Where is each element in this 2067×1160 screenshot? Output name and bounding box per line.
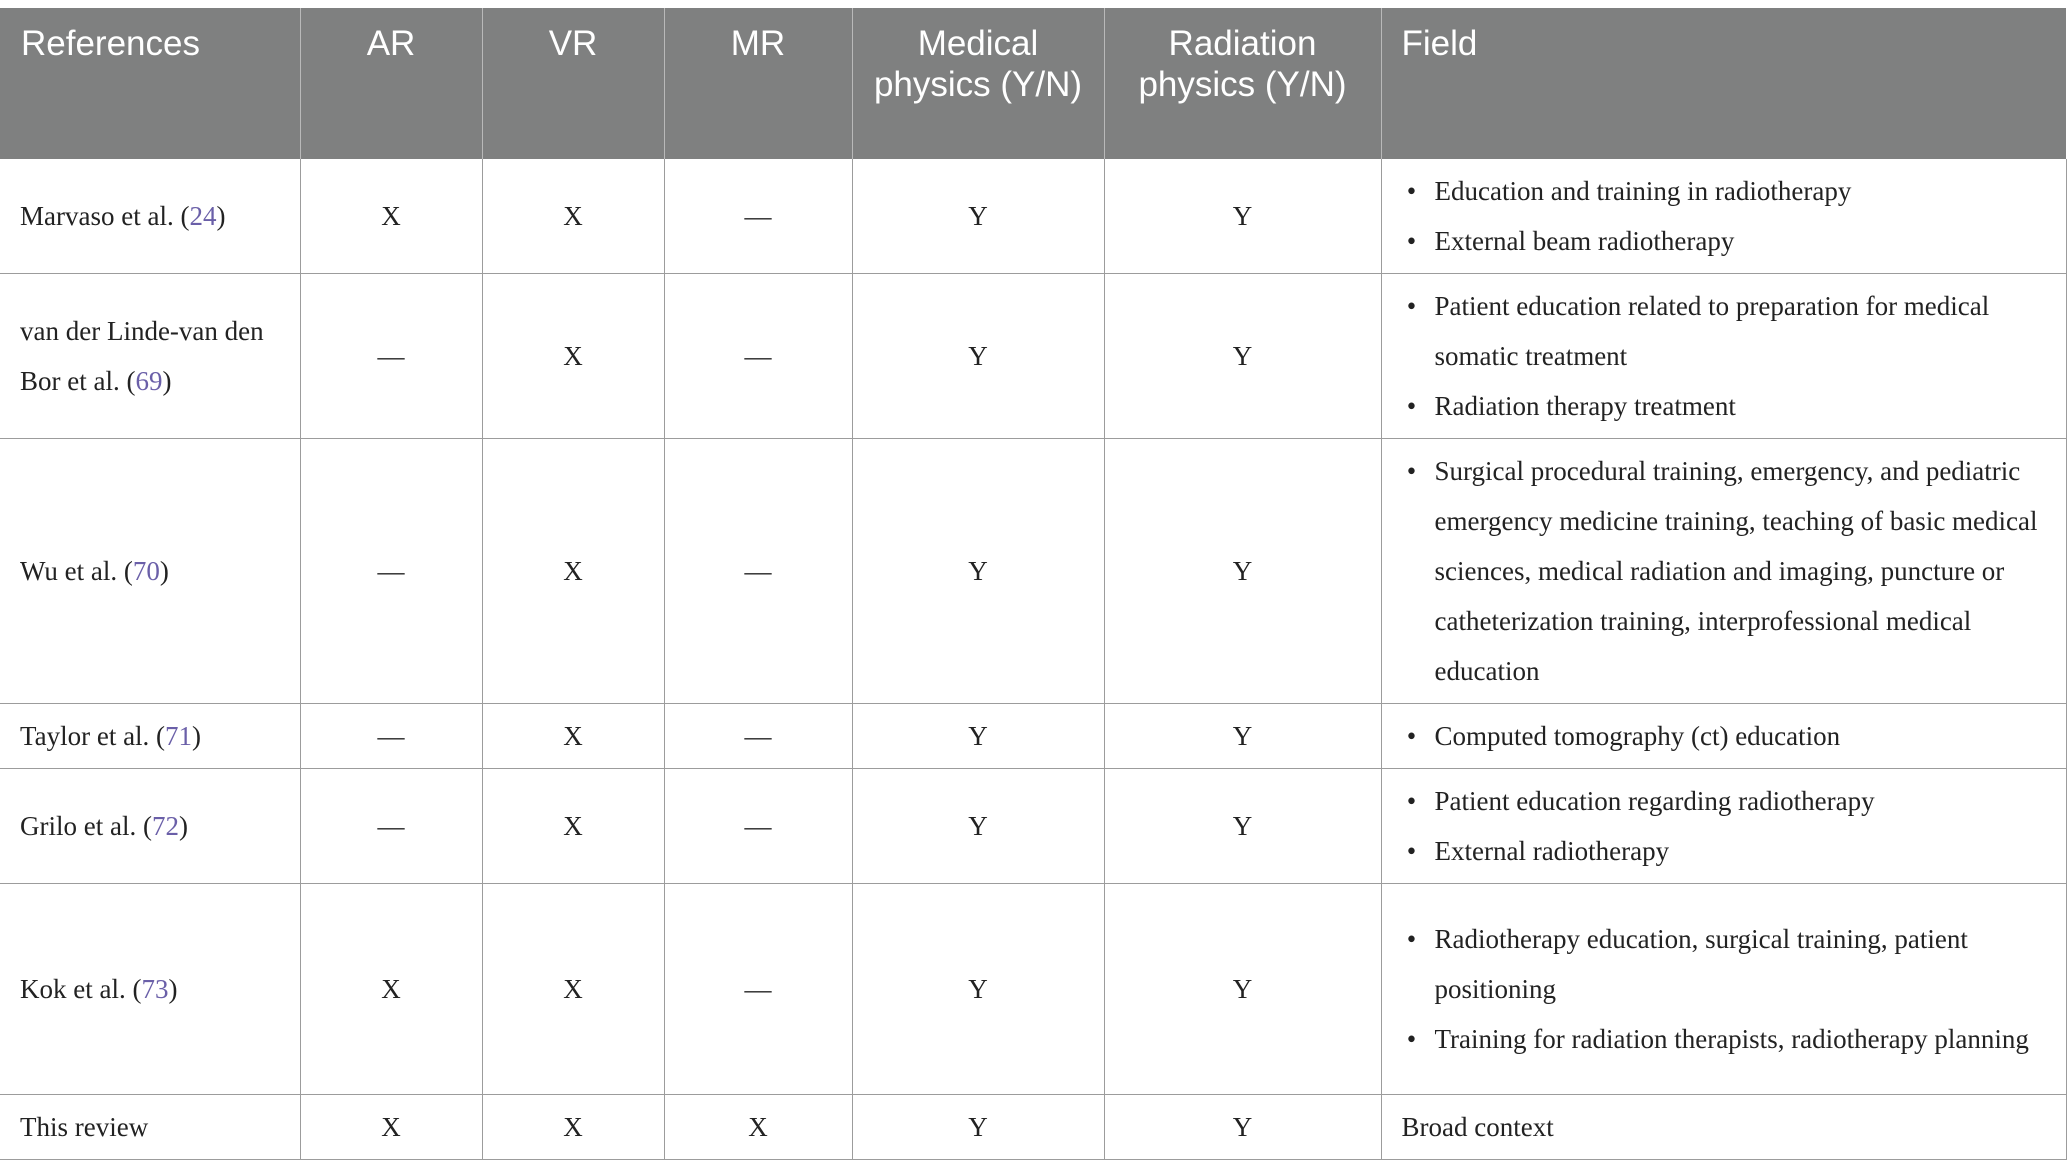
field-item: • Patient education related to preparation for medical somatic treatment <box>1435 281 2046 381</box>
reference-cell: Taylor et al. (71) <box>0 704 300 769</box>
table-row <box>0 769 2066 884</box>
ar-cell: — <box>300 439 482 704</box>
table-row <box>0 1095 2066 1160</box>
mr-cell: X <box>664 1095 852 1160</box>
field-cell <box>1381 159 2066 274</box>
col-header-radiation-physics: Radiation physics (Y/N) <box>1104 8 1381 159</box>
reference-cell: Wu et al. (70) <box>0 439 300 704</box>
field-item: • Radiation therapy treatment <box>1435 381 2046 431</box>
medical-physics-cell: Y <box>852 1095 1104 1160</box>
reference-cell: This review <box>0 1095 300 1160</box>
field-list <box>1402 446 2046 696</box>
vr-cell: X <box>482 884 664 1095</box>
vr-cell: X <box>482 704 664 769</box>
radiation-physics-cell: Y <box>1104 159 1381 274</box>
field-item: • Surgical procedural training, emergency, and pediatric emergency medicine training, teaching of basic medical sciences, medical radiation and imaging, puncture or catheterization training, interprofessional medical education <box>1435 446 2046 696</box>
radiation-physics-cell: Y <box>1104 884 1381 1095</box>
field-item: • External beam radiotherapy <box>1435 216 2046 266</box>
col-header-ar: AR <box>300 8 482 159</box>
field-item: • Patient education regarding radiotherapy <box>1435 776 2046 826</box>
field-cell <box>1381 704 2066 769</box>
ar-cell: X <box>300 159 482 274</box>
mr-cell: — <box>664 159 852 274</box>
field-cell <box>1381 274 2066 439</box>
field-item: • Education and training in radiotherapy <box>1435 166 2046 216</box>
comparison-table <box>0 8 2067 1160</box>
mr-cell: — <box>664 704 852 769</box>
table-row <box>0 159 2066 274</box>
ar-cell: — <box>300 769 482 884</box>
reference-link[interactable]: 70 <box>132 556 160 586</box>
field-list <box>1402 281 2046 431</box>
medical-physics-cell: Y <box>852 159 1104 274</box>
reference-cell: Kok et al. (73) <box>0 884 300 1095</box>
radiation-physics-cell: Y <box>1104 1095 1381 1160</box>
field-cell <box>1381 884 2066 1095</box>
table-row <box>0 274 2066 439</box>
mr-cell: — <box>664 274 852 439</box>
header-row <box>0 8 2066 159</box>
reference-link[interactable]: 71 <box>165 721 193 751</box>
ar-cell: X <box>300 884 482 1095</box>
field-item: • Computed tomography (ct) education <box>1435 711 2046 761</box>
vr-cell: X <box>482 769 664 884</box>
field-list <box>1402 711 2046 761</box>
medical-physics-cell: Y <box>852 884 1104 1095</box>
ar-cell: X <box>300 1095 482 1160</box>
table-row <box>0 704 2066 769</box>
field-item: • Radiotherapy education, surgical training, patient positioning <box>1435 914 2046 1014</box>
reference-link[interactable]: 24 <box>189 201 217 231</box>
medical-physics-cell: Y <box>852 769 1104 884</box>
reference-cell: van der Linde-van den Bor et al. (69) <box>0 274 300 439</box>
table-row <box>0 884 2066 1095</box>
mr-cell: — <box>664 439 852 704</box>
vr-cell: X <box>482 274 664 439</box>
field-cell <box>1381 439 2066 704</box>
radiation-physics-cell: Y <box>1104 704 1381 769</box>
field-item: • External radiotherapy <box>1435 826 2046 876</box>
field-list <box>1402 914 2046 1064</box>
radiation-physics-cell: Y <box>1104 274 1381 439</box>
reference-link[interactable]: 69 <box>135 366 163 396</box>
field-cell: Broad context <box>1381 1095 2066 1160</box>
vr-cell: X <box>482 439 664 704</box>
field-cell <box>1381 769 2066 884</box>
ar-cell: — <box>300 704 482 769</box>
medical-physics-cell: Y <box>852 439 1104 704</box>
col-header-medical-physics: Medical physics (Y/N) <box>852 8 1104 159</box>
col-header-references: References <box>0 8 300 159</box>
vr-cell: X <box>482 159 664 274</box>
mr-cell: — <box>664 884 852 1095</box>
vr-cell: X <box>482 1095 664 1160</box>
ar-cell: — <box>300 274 482 439</box>
reference-cell: Grilo et al. (72) <box>0 769 300 884</box>
medical-physics-cell: Y <box>852 704 1104 769</box>
mr-cell: — <box>664 769 852 884</box>
radiation-physics-cell: Y <box>1104 439 1381 704</box>
col-header-field: Field <box>1381 8 2066 159</box>
reference-link[interactable]: 72 <box>151 811 179 841</box>
field-list <box>1402 166 2046 266</box>
radiation-physics-cell: Y <box>1104 769 1381 884</box>
field-item: • Training for radiation therapists, radiotherapy planning <box>1435 1014 2046 1064</box>
field-list <box>1402 776 2046 876</box>
col-header-mr: MR <box>664 8 852 159</box>
table-row <box>0 439 2066 704</box>
medical-physics-cell: Y <box>852 274 1104 439</box>
reference-link[interactable]: 73 <box>141 974 169 1004</box>
col-header-vr: VR <box>482 8 664 159</box>
reference-cell: Marvaso et al. (24) <box>0 159 300 274</box>
